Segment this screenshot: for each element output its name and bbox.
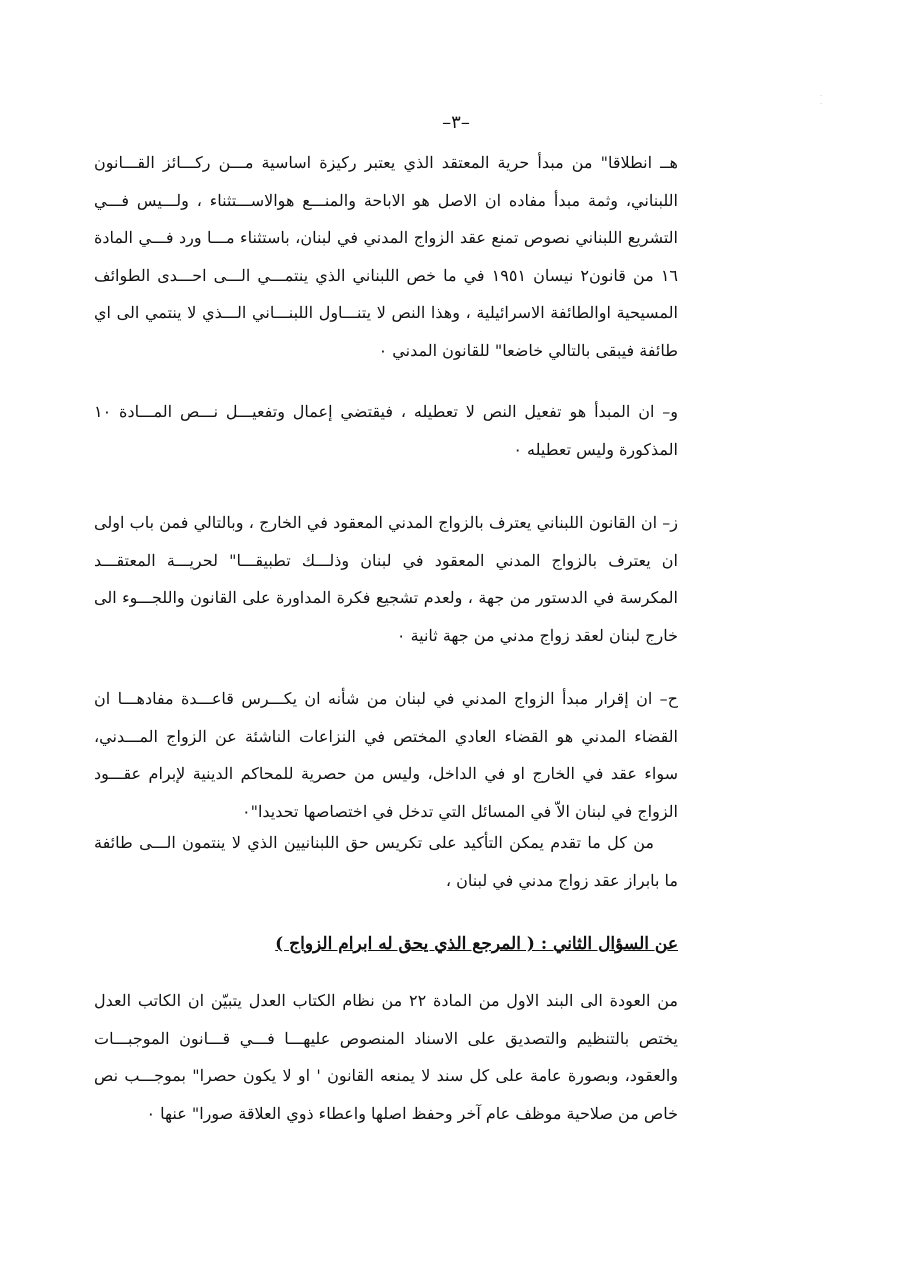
paragraph-waw: و– ان المبدأ هو تفعيل النص لا تعطيله ، فيقتضي إعمال وتفعيـــل نـــص المـــادة ١٠ المذكورة وليس تعطيله ٠ bbox=[94, 402, 678, 459]
paragraph-notary-jurisdiction: من العودة الى البند الاول من المادة ٢٢ من نظام الكتاب العدل يتبيّن ان الكاتب العدل يختص بالتنظيم والتصديق على الاسناد المنصوص عليهـــا فـــي قـــانون الموجبـــات والعقود، وبصورة عامة على كل سند لا يمنعه القانون ' او لا يكون حصرا" بموجـــب نص خاص من صلاحية موظف عام آخر وحفظ اصلها واعطاء ذوي العلاقة صورا" عنها ٠ bbox=[94, 991, 678, 1123]
paragraph-ha: ح– ان إقرار مبدأ الزواج المدني في لبنان من شأنه ان يكـــرس قاعـــدة مفادهـــا ان القضاء المدني هو القضاء العادي المختص في النزاعات الناشئة عن الزواج المـــدني، سواء عقد في الخارج او في الداخل، وليس من حصرية للمحاكم الدينية لإبرام عقـــود الزواج في لبنان الاّ في المسائل التي تدخل في اختصاصها تحديدا"٠ bbox=[94, 689, 678, 821]
paragraph-zay: ز– ان القانون اللبناني يعترف بالزواج المدني المعقود في الخارج ، وبالتالي فمن باب اولى ان يعترف بالزواج المدني المعقود في لبنان وذلـــك تطبيقـــا" لحريـــة المعتقـــد المكرسة في الدستور من جهة ، ولعدم تشجيع فكرة المداورة على القانون واللجـــوء الى خارج لبنان لعقد زواج مدني من جهة ثانية ٠ bbox=[94, 513, 678, 645]
page-number: –٣– bbox=[442, 112, 470, 133]
scan-speck-marks: · · bbox=[820, 92, 826, 108]
section-heading-second-question: عن السؤال الثاني : ( المرجع الذي يحق له ابرام الزواج ) bbox=[275, 934, 678, 954]
paragraph-he: هــ انطلاقا" من مبدأ حرية المعتقد الذي يعتبر ركيزة اساسية مـــن ركـــائز القـــانون اللبناني، وثمة مبدأ مفاده ان الاصل هو الاباحة والمنـــع هوالاســـتثناء ، ولـــيس فـــي التشريع اللبناني نصوص تمنع عقد الزواج المدني في لبنان، باستثناء مـــا ورد فـــي المادة ١٦ من قانون٢ نيسان ١٩٥١ في ما خص اللبناني الذي ينتمـــي الـــى احـــدى الطوائف المسيحية اوالطائفة الاسرائيلية ، وهذا النص لا يتنـــاول اللبنـــاني الـــذي لا ينتمي الى اي طائفة فيبقى بالتالي خاضعا" للقانون المدني ٠ bbox=[94, 153, 678, 360]
paragraph-conclusion: من كل ما تقدم يمكن التأكيد على تكريس حق اللبنانيين الذي لا ينتمون الـــى طائفة ما بابراز عقد زواج مدني في لبنان ، bbox=[94, 833, 678, 890]
